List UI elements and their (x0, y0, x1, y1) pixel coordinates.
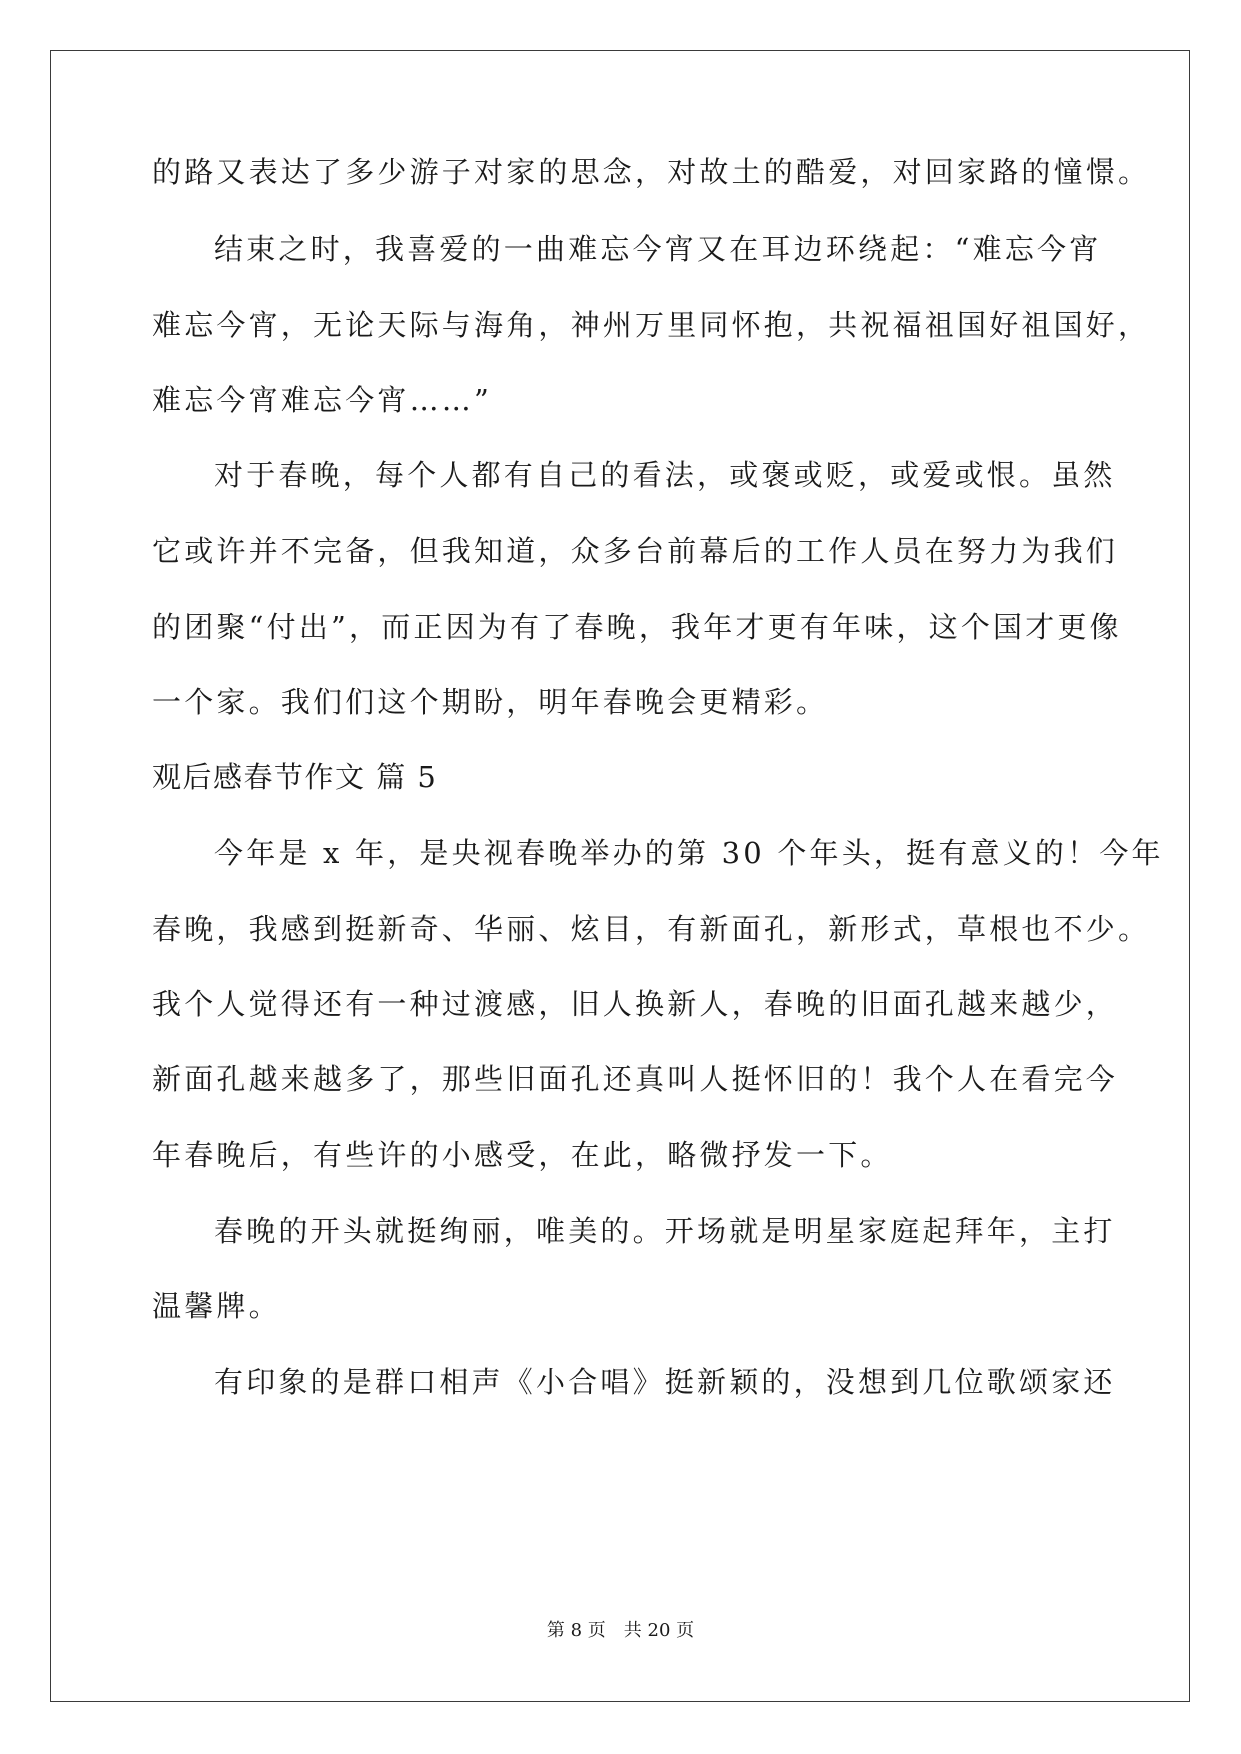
page-border (50, 50, 1190, 1702)
section-heading: 观后感春节作文 篇 5 (152, 760, 438, 794)
text-line: 温馨牌。 (152, 1289, 281, 1323)
paragraph-start: 春晚的开头就挺绚丽，唯美的。开场就是明星家庭起拜年，主打 (214, 1214, 1116, 1248)
text-line: 一个家。我们们这个期盼，明年春晚会更精彩。 (152, 685, 829, 719)
text-line: 年春晚后，有些许的小感受，在此，略微抒发一下。 (152, 1138, 893, 1172)
text-line: 我个人觉得还有一种过渡感，旧人换新人，春晚的旧面孔越来越少， (152, 987, 1119, 1021)
text-line: 难忘今宵难忘今宵……” (152, 383, 493, 417)
paragraph-start: 结束之时，我喜爱的一曲难忘今宵又在耳边环绕起：“难忘今宵 (214, 232, 1102, 266)
paragraph-start: 对于春晚，每个人都有自己的看法，或褒或贬，或爱或恨。虽然 (214, 458, 1116, 492)
page-count: 共 20 页 (623, 1620, 695, 1641)
text-line: 的路又表达了多少游子对家的思念，对故土的酷爱，对回家路的憧憬。 (152, 155, 1151, 189)
paragraph-start: 今年是 x 年，是央视春晚举办的第 30 个年头，挺有意义的！今年 (214, 836, 1164, 870)
text-line: 新面孔越来越多了，那些旧面孔还真叫人挺怀旧的！我个人在看完今 (152, 1062, 1119, 1096)
text-line: 的团聚“付出”，而正因为有了春晚，我年才更有年味，这个国才更像 (152, 610, 1122, 644)
page-footer (0, 1619, 1241, 1643)
paragraph-start: 有印象的是群口相声《小合唱》挺新颖的，没想到几位歌颂家还 (214, 1365, 1116, 1399)
text-line: 它或许并不完备，但我知道，众多台前幕后的工作人员在努力为我们 (152, 534, 1119, 568)
text-line: 难忘今宵，无论天际与海角，神州万里同怀抱，共祝福祖国好祖国好， (152, 308, 1151, 342)
page-number: 第 8 页 (546, 1620, 606, 1641)
text-line: 春晚，我感到挺新奇、华丽、炫目，有新面孔，新形式，草根也不少。 (152, 912, 1151, 946)
